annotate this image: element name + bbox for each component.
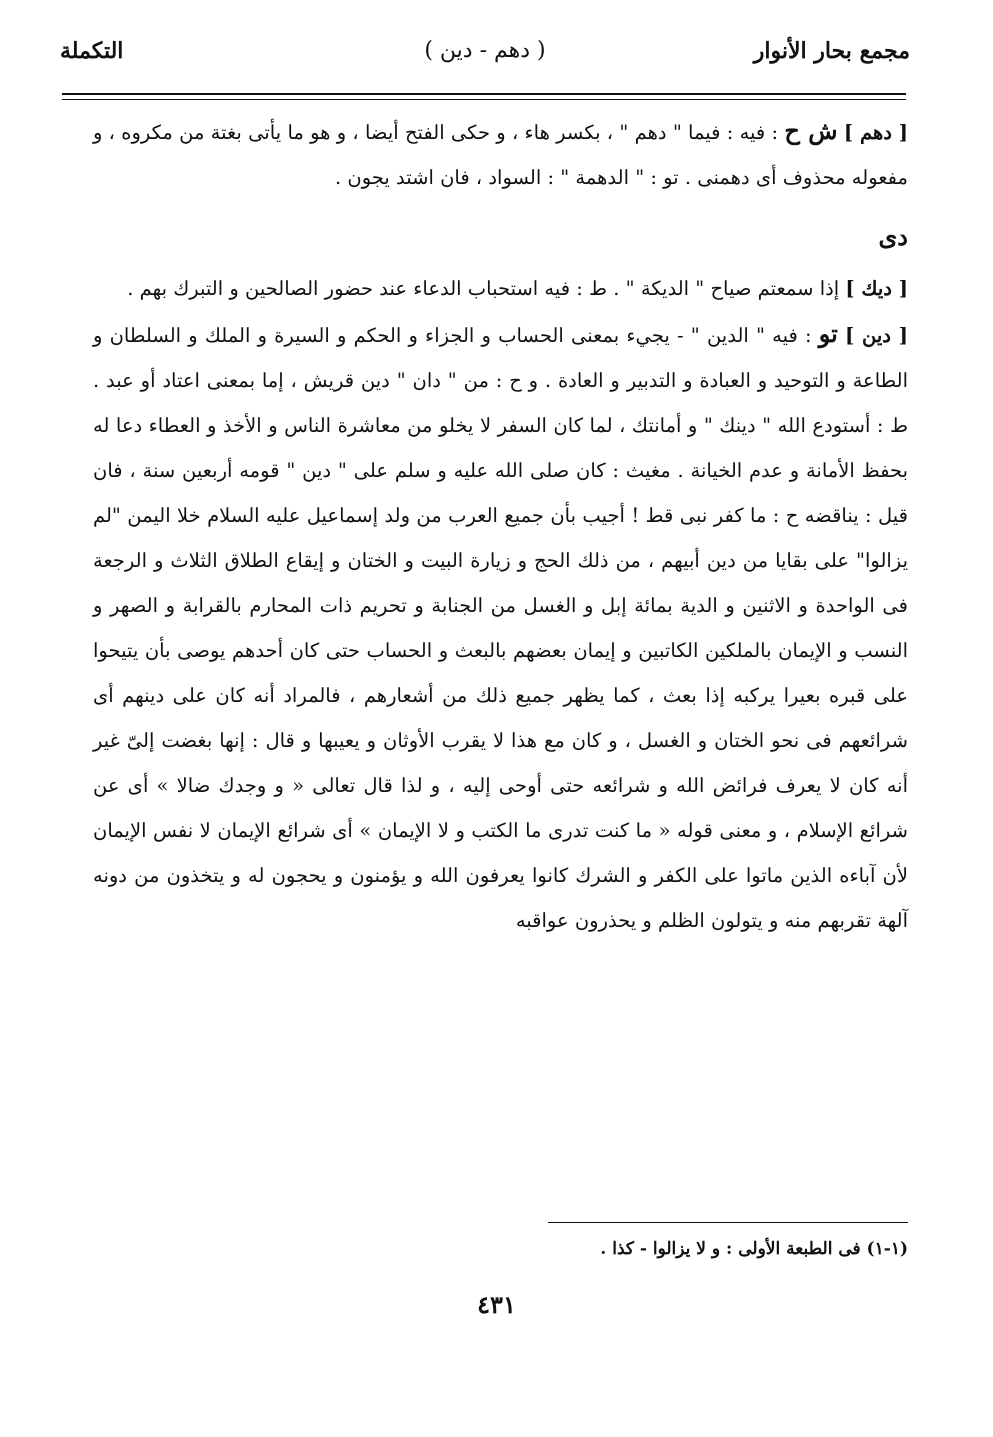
headword: [ دهم ] bbox=[843, 121, 908, 144]
entry-range: ( دهم - دين ) bbox=[424, 38, 546, 63]
entry-dahm bbox=[93, 108, 908, 200]
entry-dik bbox=[93, 266, 908, 311]
section-label: التكملة bbox=[60, 38, 124, 64]
headword: [ ديك ] bbox=[845, 277, 908, 300]
running-header bbox=[60, 38, 910, 88]
page-number: ٤٣١ bbox=[477, 1290, 516, 1319]
footnote: (١-١) فى الطبعة الأولى : و لا يزالوا - كذا . bbox=[600, 1239, 908, 1259]
header-rule-thin bbox=[62, 99, 906, 100]
main-text bbox=[93, 108, 908, 943]
entry-din bbox=[93, 311, 908, 943]
footnote-rule bbox=[548, 1222, 908, 1223]
entry-text: : فيه " الدين " - يجيء بمعنى الحساب و الجزاء و الحكم و السيرة و الملك و السلطان و الطاعة و التوحيد و العبادة و التدبير و العادة . و ح : من " دان " دين قريش ، إما بمعنى اعتاد أو عبد . ط : أستودع الله " دينك " و أمانتك ، لما كان السفر لا يخلو من معاشرة الناس و الأخذ و العطاء دعا له بحفظ الأمانة و عدم الخيانة . مغيث : كان صلى الله عليه و سلم على " دين " قومه أربعين سنة ، فان قيل : يناقضه ح : ما كفر نبى قط ! أجيب بأن جميع العرب من ولد إسماعيل عليه السلام خلا اليمن "لم يزالوا" على بقايا من دين أبيهم ، من ذلك الحج و زيارة البيت و الختان و إيقاع الطلاق الثلاث و الرجعة فى الواحدة و الاثنين و الدية بمائة إبل و الغسل من الجنابة و تحريم ذات المحارم بالقرابة و الصهر و النسب و الإيمان بالملكين الكاتبين و إيمان بعضهم بالبعث و الحساب حتى كان أحدهم يوصى بأن يتيحوا على قبره بعيرا يركبه إذا بعث ، كما يظهر جميع ذلك من أشعارهم ، فالمراد أنه كان على دينهم أى شرائعهم فى نحو الختان و الغسل ، و كان مع هذا لا يقرب الأوثان و يعيبها و قال : إنها بغضت إلىّ غير أنه كان لا يعرف فرائض الله و شرائعه حتى أوحى إليه ، و لذا قال تعالى « و وجدك ضالا » أى عن شرائع الإسلام ، و معنى قوله « ما كنت تدرى ما الكتب و لا الإيمان » أى شرائع الإيمان لا نفس الإيمان لأن آباءه الذين ماتوا على الكفر و الشرك كانوا يعرفون الله و يؤمنون و يحجون له و يتخذون من دونه آلهة تقربهم منه و يتولون الظلم و يحذرون عواقبه bbox=[93, 324, 908, 932]
entry-text: : فيه : فيما " دهم " ، بكسر هاء ، و حكى الفتح أيضا ، و هو ما يأتى بغتة من مكروه ، و مفعوله محذوف أى دهمنى . تو : " الدهمة " : السواد ، فان اشتد يجون . bbox=[93, 121, 908, 189]
entry-text: إذا سمعتم صياح " الديكة " . ط : فيه استحباب الدعاء عند حضور الصالحين و التبرك بهم . bbox=[127, 277, 840, 300]
section-heading: دى bbox=[878, 222, 908, 251]
header-rule bbox=[62, 93, 906, 95]
book-title: مجمع بحار الأنوار bbox=[753, 38, 910, 64]
source-code: ش ح bbox=[784, 116, 838, 145]
headword: [ دين ] bbox=[845, 324, 908, 347]
source-code: تو bbox=[818, 319, 838, 348]
